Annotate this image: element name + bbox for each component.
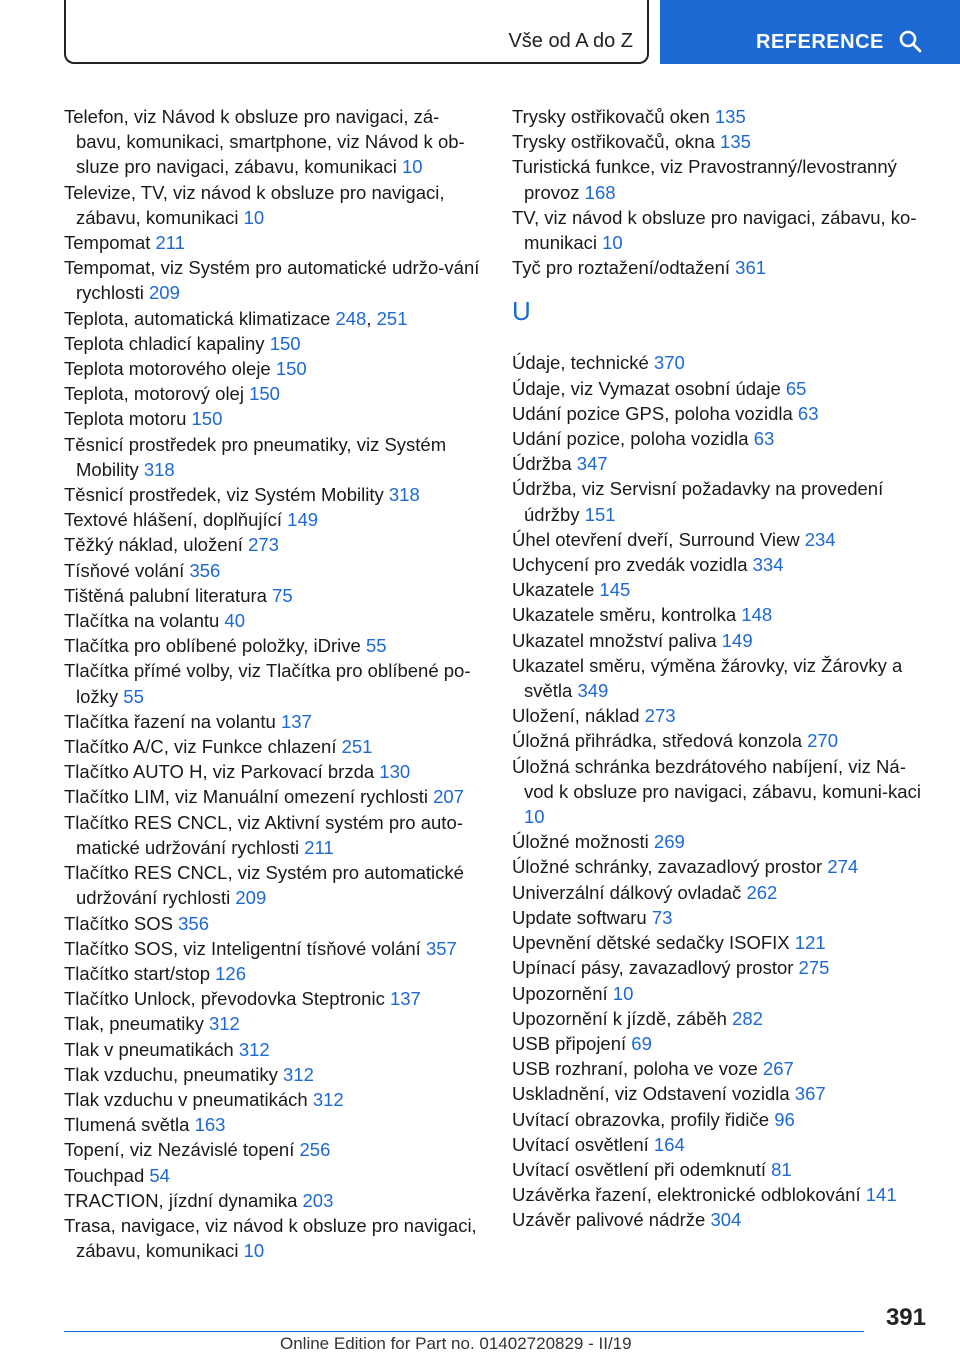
page-reference-link[interactable]: 349 [577,680,609,702]
page-reference-link[interactable]: 151 [584,503,616,525]
page-reference-link[interactable]: 203 [302,1189,334,1211]
index-entry-text: Údaje, technické [512,352,649,374]
page-reference-link[interactable]: 63 [753,428,775,450]
page-reference-link[interactable]: 209 [235,887,267,909]
index-entry-text: Ukazatele [512,579,595,601]
index-column-left [64,104,484,1263]
index-entry [64,482,484,507]
index-entry [512,129,932,154]
index-entry [512,930,932,955]
index-entry [64,507,484,532]
index-entry [512,1182,932,1207]
page-reference-link[interactable]: 73 [651,906,673,928]
page-reference-link[interactable]: 150 [249,383,280,405]
index-entry [512,205,932,255]
index-entry [512,981,932,1006]
page-reference-link[interactable]: 126 [215,962,247,984]
page-number: 391 [885,1304,926,1331]
index-entry-text: Tlak vzduchu v pneumatikách [64,1088,308,1110]
page-reference-link[interactable]: 10 [243,1240,265,1262]
index-entry [512,1157,932,1182]
index-entry [512,154,932,204]
footer-divider [64,1331,864,1332]
page-reference-link[interactable]: 312 [208,1013,240,1035]
index-entry-text: Uvítací osvětlení při odemknutí [512,1158,766,1180]
page-reference-link[interactable]: 211 [304,836,334,858]
page-reference-link[interactable]: 209 [149,282,180,304]
index-entry [64,633,484,658]
index-entry-text: TRACTION, jízdní dynamika [64,1189,298,1211]
index-entry [64,759,484,784]
index-entry-text: Tlačítko RES CNCL, viz Systém pro automatické udržování rychlosti [64,862,464,909]
index-entry-text: Tlačítka na volantu [64,610,220,632]
page-reference-link[interactable]: 270 [807,730,839,752]
page-reference-link[interactable]: 54 [149,1164,170,1186]
index-entry-text: Ukazatel směru, výměna žárovky, viz Žárovky a světla [512,654,903,702]
index-entry-text: USB rozhraní, poloha ve voze [512,1058,758,1080]
page-reference-link[interactable]: 96 [774,1108,795,1130]
index-entry-text: Úložná schránka bezdrátového nabíjení, viz Ná-vod k obsluze pro navigaci, zábavu, komuni-kaci [512,755,921,802]
page-reference-link[interactable]: 69 [631,1032,652,1054]
index-entry-text: USB připojení [512,1032,627,1054]
page-reference-link[interactable]: 274 [827,856,859,878]
page-reference-link[interactable]: 269 [653,831,685,853]
index-entry-text: Ukazatele směru, kontrolka [512,604,737,626]
index-entry [512,1056,932,1081]
index-entry [512,376,932,401]
page-reference-link[interactable]: 361 [735,257,767,279]
index-entry-text: Trasa, navigace, viz návod k obsluze pro navigaci, zábavu, komunikaci [64,1214,477,1262]
index-entry [512,602,932,627]
page-reference-link[interactable]: 55 [365,635,387,657]
page-reference-link[interactable]: 273 [248,534,279,556]
page-reference-link[interactable]: 10 [401,156,423,178]
index-entry-text: Turistická funkce, viz Pravostranný/levostranný provoz [512,156,897,203]
index-entry [512,552,932,577]
page-reference-link[interactable]: 135 [714,106,746,127]
page-reference-link[interactable]: 312 [283,1063,314,1085]
index-entry-text: Textové hlášení, doplňující [64,509,283,531]
page-reference-link[interactable]: 251 [341,736,373,758]
index-entry [512,628,932,653]
page-reference-link[interactable]: 357 [425,937,457,959]
index-entry [64,180,484,230]
index-entry-text: Tempomat, viz Systém pro automatické udržo-vání rychlosti [64,257,480,304]
page-reference-link[interactable]: 148 [741,604,773,626]
index-entry-text: Teplota, motorový olej [64,383,244,405]
page-reference-link[interactable]: 273 [644,705,676,727]
index-entry-text: Těsnicí prostředek pro pneumatiky, viz Systém Mobility [64,433,447,480]
index-entry [512,350,932,375]
page-reference-link[interactable]: 262 [746,881,778,903]
index-entry [64,1213,484,1263]
index-entry [64,406,484,431]
index-entry [512,854,932,879]
index-entry-text: Tištěná palubní literatura [64,584,267,606]
index-entry [64,860,484,910]
index-entry [64,709,484,734]
index-entry-text: Údaje, viz Vymazat osobní údaje [512,377,781,399]
index-entry [64,1137,484,1162]
index-entry [64,1188,484,1213]
index-entry [64,961,484,986]
index-entry [64,356,484,381]
index-entry-text: Tlak, pneumatiky [64,1013,204,1035]
index-entry-text: Touchpad [64,1164,145,1186]
page-reference-link[interactable]: 150 [275,358,307,380]
page-reference-link[interactable]: 130 [379,761,411,783]
index-entry [512,880,932,905]
page-reference-link[interactable]: 150 [191,408,223,430]
index-entry-text: Upozornění [512,982,608,1004]
page-reference-link[interactable]: 81 [771,1158,792,1180]
section-letter: U [512,296,531,327]
index-entry [512,1081,932,1106]
page-reference-link[interactable]: 207 [433,786,464,808]
page-reference-link[interactable]: 334 [752,554,784,576]
index-entry [512,905,932,930]
index-entry-text: Topení, viz Nezávislé topení [64,1139,295,1161]
index-entry-text: Tempomat [64,232,151,254]
page-reference-link[interactable]: 75 [272,584,293,606]
page-reference-link[interactable]: 168 [584,181,616,203]
page-reference-link[interactable]: 267 [762,1058,794,1080]
page-reference-link[interactable]: 356 [178,912,209,934]
page-reference-link[interactable]: 304 [710,1209,742,1231]
index-entry-text: Teplota motoru [64,408,187,430]
footer-text: Online Edition for Part no. 01402720829 - II/19 [280,1334,632,1353]
index-entry [512,527,932,552]
index-entry-text: Úložné schránky, zavazadlový prostor [512,856,823,878]
index-entry [512,829,932,854]
index-entry-text: Tlačítko RES CNCL, viz Aktivní systém pro auto-matické udržování rychlosti [64,811,463,858]
index-entry [64,583,484,608]
index-entry-text: Udání pozice GPS, poloha vozidla [512,402,793,424]
page-reference-link[interactable]: 137 [280,710,312,732]
page-reference-link[interactable]: 121 [794,932,826,954]
page-reference-link[interactable]: 135 [720,131,751,153]
index-entry [512,577,932,602]
index-entry-text: Ukazatel množství paliva [512,629,717,651]
page-reference-link[interactable]: 141 [865,1184,897,1206]
index-entry [512,754,932,830]
page-reference-link[interactable]: 40 [224,610,245,632]
index-entry-text: Telefon, viz Návod k obsluze pro navigaci, zá-bavu, komunikaci, smartphone, viz Návod k ob-sluze pro navigaci, zábavu, komunikaci [64,106,465,178]
reference-tab[interactable] [660,0,960,64]
page-reference-link[interactable]: 149 [287,509,319,531]
index-entry-text: Úložná přihrádka, středová konzola [512,730,802,752]
page-reference-link[interactable]: 10 [524,806,545,828]
index-entry-text: Univerzální dálkový ovladač [512,881,742,903]
section-title: Vše od A do Z [508,30,633,52]
index-entry-text: Uskladnění, viz Odstavení vozidla [512,1083,790,1105]
index-entry [512,1132,932,1157]
index-entry-text: Uzávěrka řazení, elektronické odblokování [512,1184,861,1206]
page-reference-link[interactable]: 282 [732,1007,763,1029]
page-reference-link[interactable]: 312 [312,1088,344,1110]
index-entry-text: Tlak v pneumatikách [64,1038,234,1060]
page-reference-link[interactable]: 145 [599,579,631,601]
page-reference-link[interactable]: 318 [388,484,420,506]
index-entry [512,401,932,426]
index-entry [64,558,484,583]
index-entry: Teplota, automatická klimatizace 248, 251 [64,307,408,329]
index-entry [64,1037,484,1062]
index-entry [64,532,484,557]
page-reference-link[interactable]: 65 [785,377,807,399]
index-entry-text: Tyč pro roztažení/odtažení [512,257,731,279]
index-entry-text: Teplota chladicí kapaliny [64,332,265,354]
index-entry [64,1062,484,1087]
index-entry-text: Televize, TV, viz návod k obsluze pro navigaci, zábavu, komunikaci [64,181,445,228]
index-entry [64,255,484,305]
index-entry [512,728,932,753]
page-reference-link[interactable]: 149 [721,629,753,651]
index-entry [512,1107,932,1132]
index-entry-text: Tísňové volání [64,559,185,581]
index-entry [512,703,932,728]
index-entry [64,1163,484,1188]
index-entry [64,331,484,356]
page-reference-link[interactable]: 370 [653,352,685,374]
search-icon[interactable] [898,29,922,53]
index-entry-text: Tlačítko LIM, viz Manuální omezení rychlosti [64,786,428,808]
header-section-box [64,0,649,64]
page-reference-link[interactable]: 312 [238,1038,270,1060]
index-entry-text: Tlačítko Unlock, převodovka Steptronic [64,988,385,1010]
index-entry-text: Údržba, viz Servisní požadavky na provedení údržby [512,478,884,525]
index-entry [64,936,484,961]
index-entry [512,104,932,129]
index-entry [512,426,932,451]
index-entry [512,1207,932,1232]
index-column-right [512,104,932,1233]
index-entry [64,658,484,708]
index-entry [512,1031,932,1056]
index-entry-text: Tlačítka pro oblíbené položky, iDrive [64,635,361,657]
page-reference-link[interactable]: 211 [155,232,186,254]
index-entry-text: Tlačítko A/C, viz Funkce chlazení [64,736,337,758]
page-reference-link[interactable]: 137 [389,988,421,1010]
index-entry [64,734,484,759]
index-entry-text: Uvítací osvětlení [512,1133,649,1155]
index-entry-text: Tlačítka řazení na volantu [64,710,276,732]
page-reference-link[interactable]: 55 [123,685,144,707]
index-entry-text: Tlačítko SOS, viz Inteligentní tísňové volání [64,937,421,959]
index-entry [64,1011,484,1036]
index-entry-text: Trysky ostřikovačů, okna [512,131,715,153]
index-entry [64,911,484,936]
index-entry [64,986,484,1011]
index-entry-text: Udání pozice, poloha vozidla [512,428,749,450]
index-entry-text: Uchycení pro zvedák vozidla [512,554,748,576]
index-entry [512,653,932,703]
index-entry-text: Uložení, náklad [512,705,640,727]
page-reference-link[interactable]: 251 [376,307,408,329]
index-entry [64,1112,484,1137]
reference-label: REFERENCE [756,31,884,53]
index-entry [64,432,484,482]
index-entry-text: Těžký náklad, uložení [64,534,243,556]
index-entry-text: TV, viz návod k obsluze pro navigaci, zábavu, ko-munikaci [512,206,917,254]
index-entry [64,104,484,180]
index-entry-text: Upínací pásy, zavazadlový prostor [512,957,794,979]
page-reference-link[interactable]: 10 [243,206,265,228]
index-entry-text: Uzávěr palivové nádrže [512,1209,706,1231]
page-reference-link[interactable]: 256 [299,1139,331,1161]
index-entry-text: Tlak vzduchu, pneumatiky [64,1063,278,1085]
page-reference-link[interactable]: 367 [794,1083,826,1105]
page-reference-link[interactable]: 318 [143,458,175,480]
page-reference-link[interactable]: 163 [194,1114,226,1136]
index-entry [512,255,932,280]
index-entry-text: Upevnění dětské sedačky ISOFIX [512,932,790,954]
page-reference-link[interactable]: 150 [269,332,301,354]
index-entry-text: Teplota motorového oleje [64,358,271,380]
page-reference-link[interactable]: 248 [335,307,367,329]
index-entry-text: Update softwaru [512,906,647,928]
page-reference-link[interactable]: 234 [804,528,836,550]
index-entry [64,608,484,633]
page-reference-link[interactable]: 356 [189,559,221,581]
page-reference-link[interactable]: 10 [602,232,623,254]
index-entry-text: Tlačítka přímé volby, viz Tlačítka pro oblíbené po-ložky [64,660,471,707]
index-entry-text: Těsnicí prostředek, viz Systém Mobility [64,484,384,506]
index-entry [512,1006,932,1031]
index-entry-text: Tlačítko start/stop [64,962,210,984]
index-entry [64,810,484,860]
index-entry [512,476,932,526]
index-entry-text: Údržba [512,453,572,475]
page-reference-link[interactable]: 275 [798,957,830,979]
index-entry [64,784,484,809]
page-reference-link[interactable]: 347 [576,453,608,475]
index-entry [64,230,484,255]
index-entry-text: Tlačítko AUTO H, viz Parkovací brzda [64,761,375,783]
index-entry [512,451,932,476]
index-entry-text: Úhel otevření dveří, Surround View [512,528,800,550]
index-entry [64,1087,484,1112]
index-entry-text: Uvítací obrazovka, profily řidiče [512,1108,770,1130]
index-entry-text: Tlačítko SOS [64,912,173,934]
index-entry [512,955,932,980]
index-entry-text: Úložné možnosti [512,831,649,853]
index-entry-text: Tlumená světla [64,1114,190,1136]
index-entry-text: Teplota, automatická klimatizace [64,307,331,329]
page-reference-link[interactable]: 10 [612,982,634,1004]
index-entry [64,381,484,406]
page-reference-link[interactable]: 164 [653,1133,685,1155]
index-entry-text: Trysky ostřikovačů oken [512,106,710,127]
page-reference-link[interactable]: 63 [797,402,819,424]
index-entry-text: Upozornění k jízdě, záběh [512,1007,727,1029]
